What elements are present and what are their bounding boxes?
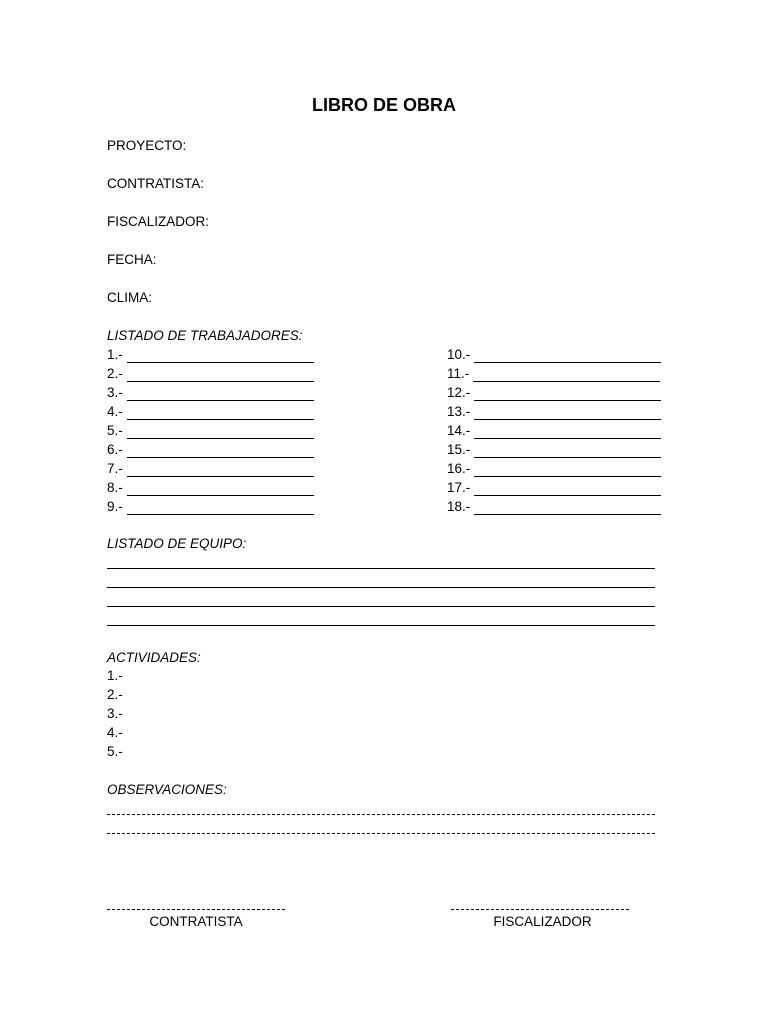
worker-row bbox=[107, 403, 314, 421]
activity-item: 3.- bbox=[107, 706, 123, 721]
field-contratista: CONTRATISTA: bbox=[107, 176, 204, 191]
worker-number: 13.- bbox=[447, 404, 471, 419]
worker-blank-line bbox=[127, 388, 314, 401]
worker-number: 11.- bbox=[447, 366, 470, 381]
worker-row bbox=[447, 403, 661, 421]
equipment-line bbox=[107, 587, 655, 588]
field-clima: CLIMA: bbox=[107, 290, 153, 305]
worker-blank-line bbox=[474, 483, 661, 496]
worker-blank-line bbox=[127, 369, 314, 382]
worker-row bbox=[447, 346, 661, 364]
worker-number: 14.- bbox=[447, 423, 471, 438]
contratista-signature-line bbox=[107, 909, 285, 910]
worker-number: 18.- bbox=[447, 499, 471, 514]
worker-blank-line bbox=[474, 502, 661, 515]
observations-heading: OBSERVACIONES: bbox=[107, 782, 227, 797]
worker-number: 17.- bbox=[447, 480, 471, 495]
worker-row bbox=[107, 422, 314, 440]
worker-blank-line bbox=[127, 464, 314, 477]
equipment-line bbox=[107, 606, 655, 607]
worker-number: 5.- bbox=[107, 423, 123, 438]
document-title: LIBRO DE OBRA bbox=[312, 95, 456, 115]
worker-row bbox=[447, 365, 660, 383]
worker-blank-line bbox=[474, 445, 661, 458]
worker-row bbox=[107, 498, 314, 516]
worker-number: 6.- bbox=[107, 442, 123, 457]
equipment-heading: LISTADO DE EQUIPO: bbox=[107, 536, 247, 551]
worker-row bbox=[107, 346, 314, 364]
activity-item: 5.- bbox=[107, 744, 123, 759]
worker-row bbox=[107, 460, 314, 478]
workers-heading: LISTADO DE TRABAJADORES: bbox=[107, 328, 303, 343]
activity-item: 2.- bbox=[107, 687, 123, 702]
worker-number: 9.- bbox=[107, 499, 123, 514]
worker-blank-line bbox=[127, 445, 314, 458]
activities-heading: ACTIVIDADES: bbox=[107, 650, 201, 665]
worker-number: 16.- bbox=[447, 461, 471, 476]
activity-item: 1.- bbox=[107, 668, 123, 683]
worker-blank-line bbox=[127, 426, 314, 439]
field-fiscalizador: FISCALIZADOR: bbox=[107, 214, 210, 229]
worker-number: 10.- bbox=[447, 347, 471, 362]
worker-row bbox=[447, 498, 661, 516]
worker-blank-line bbox=[127, 407, 314, 420]
worker-row bbox=[107, 479, 314, 497]
worker-row bbox=[447, 479, 661, 497]
field-fecha: FECHA: bbox=[107, 252, 157, 267]
worker-row bbox=[447, 422, 661, 440]
worker-number: 4.- bbox=[107, 404, 123, 419]
contratista-signature-label: CONTRATISTA bbox=[149, 914, 243, 929]
worker-row bbox=[447, 384, 661, 402]
activity-item: 4.- bbox=[107, 725, 123, 740]
fiscalizador-signature-label: FISCALIZADOR bbox=[493, 914, 592, 929]
worker-blank-line bbox=[127, 483, 314, 496]
worker-blank-line bbox=[474, 464, 661, 477]
worker-number: 3.- bbox=[107, 385, 123, 400]
worker-blank-line bbox=[474, 426, 661, 439]
worker-number: 15.- bbox=[447, 442, 471, 457]
worker-blank-line bbox=[127, 502, 314, 515]
worker-number: 1.- bbox=[107, 347, 123, 362]
worker-blank-line bbox=[474, 350, 661, 363]
worker-row bbox=[107, 441, 314, 459]
observation-line bbox=[107, 814, 655, 815]
worker-row bbox=[447, 460, 661, 478]
worker-row bbox=[107, 365, 314, 383]
worker-number: 7.- bbox=[107, 461, 123, 476]
worker-blank-line bbox=[473, 369, 660, 382]
observation-line bbox=[107, 833, 655, 834]
worker-blank-line bbox=[474, 407, 661, 420]
worker-number: 12.- bbox=[447, 385, 471, 400]
worker-number: 8.- bbox=[107, 480, 123, 495]
worker-number: 2.- bbox=[107, 366, 123, 381]
worker-row bbox=[447, 441, 661, 459]
equipment-line bbox=[107, 625, 655, 626]
worker-blank-line bbox=[127, 350, 314, 363]
fiscalizador-signature-line bbox=[451, 909, 629, 910]
worker-row bbox=[107, 384, 314, 402]
worker-blank-line bbox=[474, 388, 661, 401]
equipment-line bbox=[107, 568, 655, 569]
field-proyecto: PROYECTO: bbox=[107, 138, 187, 153]
